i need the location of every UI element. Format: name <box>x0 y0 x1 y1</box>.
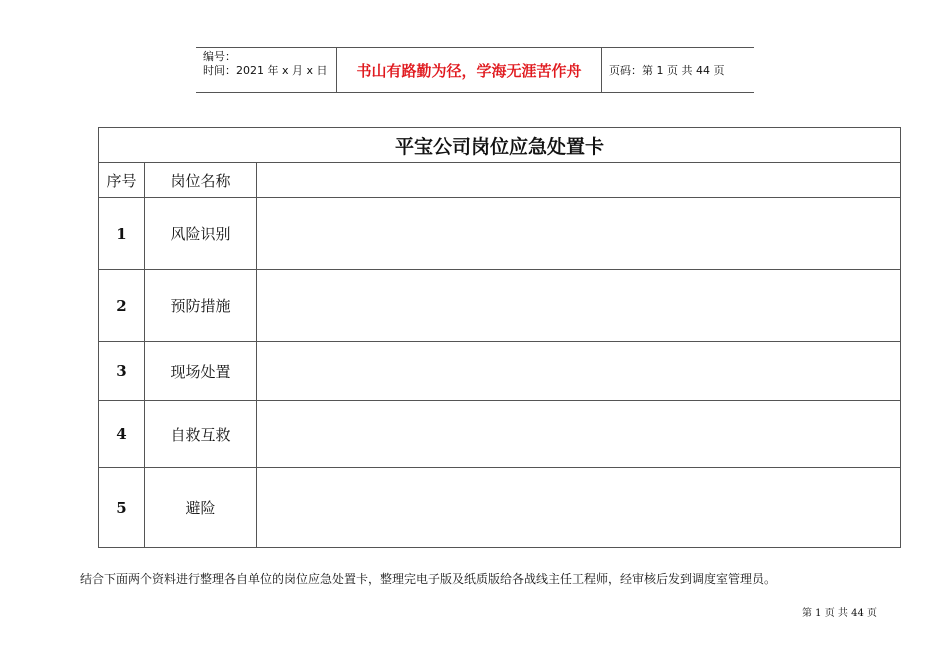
table-row <box>99 342 901 401</box>
table-row <box>99 198 901 270</box>
table-row <box>99 270 901 342</box>
header-post-name: 岗位名称 <box>145 163 257 198</box>
row-content[interactable] <box>257 342 901 401</box>
row-number: 2 <box>99 270 145 342</box>
page-footer: 第 1 页 共 44 页 <box>802 608 877 619</box>
row-label: 现场处置 <box>145 342 257 401</box>
row-label: 避险 <box>145 468 257 548</box>
table-row <box>99 468 901 548</box>
row-number: 1 <box>99 198 145 270</box>
row-number: 4 <box>99 401 145 468</box>
page-header <box>196 47 754 93</box>
row-number: 3 <box>99 342 145 401</box>
row-content[interactable] <box>257 198 901 270</box>
header-seq: 序号 <box>99 163 145 198</box>
emergency-card-table <box>98 127 901 548</box>
header-page-number: 页码：第 1 页 共 44 页 <box>609 64 725 77</box>
code-label: 编号： <box>203 50 236 63</box>
row-label: 风险识别 <box>145 198 257 270</box>
row-content[interactable] <box>257 468 901 548</box>
row-content[interactable] <box>257 401 901 468</box>
instruction-note: 结合下面两个资料进行整理各自单位的岗位应急处置卡，整理完电子版及纸质版给各战线主任工程师，经审核后发到调度室管理员。 <box>80 572 777 586</box>
header-meta <box>196 48 337 92</box>
card-title: 平宝公司岗位应急处置卡 <box>99 128 901 163</box>
row-number: 5 <box>99 468 145 548</box>
row-label: 自救互救 <box>145 401 257 468</box>
date-text: 时间：2021 年 x 月 x 日 <box>203 64 328 77</box>
row-label: 预防措施 <box>145 270 257 342</box>
table-row <box>99 401 901 468</box>
post-name-value[interactable] <box>257 163 901 198</box>
header-motto: 书山有路勤为径，学海无涯苦作舟 <box>337 48 602 92</box>
row-content[interactable] <box>257 270 901 342</box>
